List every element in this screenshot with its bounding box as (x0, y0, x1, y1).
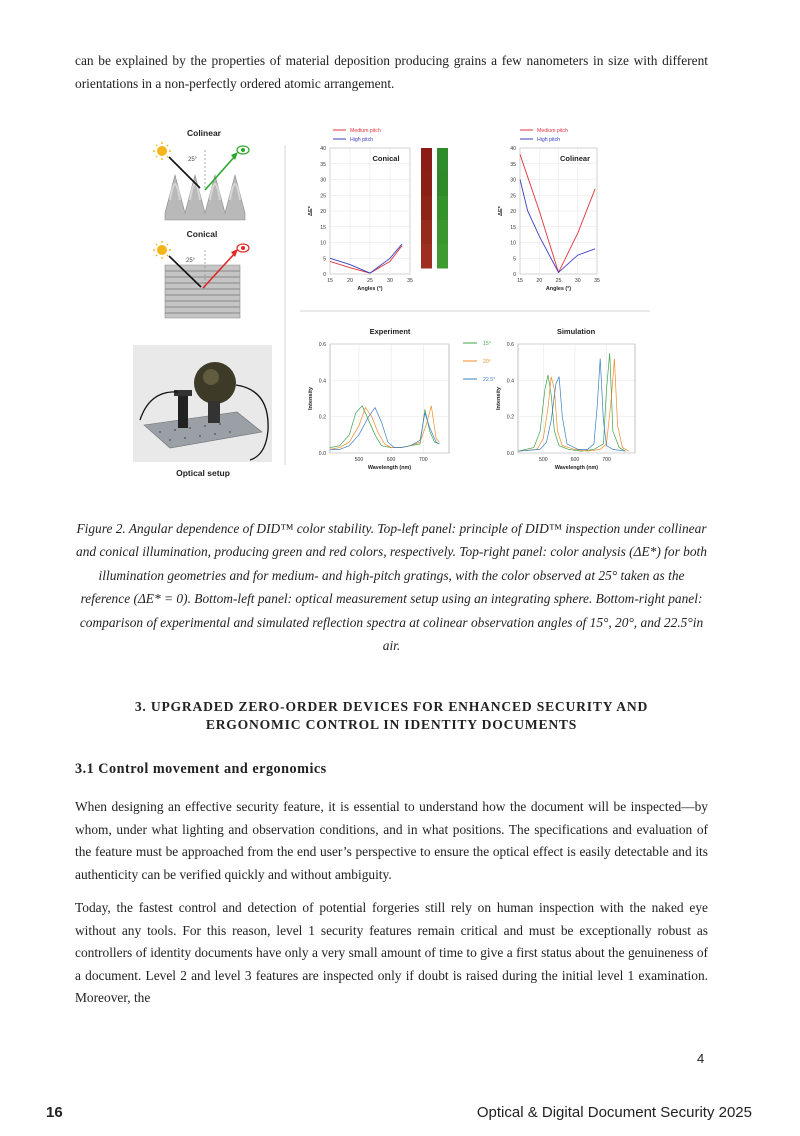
series-line (518, 353, 626, 451)
color-swatch-high (421, 172, 432, 197)
y-tick-label: 15 (320, 224, 326, 231)
legend-label: High pitch (537, 137, 561, 143)
x-tick-label: 600 (570, 457, 580, 463)
section-heading (75, 698, 708, 733)
y-tick-label: 0.0 (318, 451, 326, 457)
x-axis-label: Angles (°) (357, 286, 383, 292)
x-tick-label: 700 (602, 457, 611, 463)
sun-icon (153, 241, 171, 259)
x-tick-label: 30 (574, 278, 581, 284)
chart-colinear (498, 128, 600, 292)
x-tick-label: 25 (555, 278, 562, 284)
legend-label: 22.5° (483, 377, 496, 383)
y-tick-label: 5 (323, 256, 326, 263)
series-line (330, 244, 402, 273)
y-tick-label: 0.2 (318, 414, 326, 421)
series-line (330, 406, 439, 450)
color-swatch-medium (437, 196, 448, 221)
figure-caption: Figure 2. Angular dependence of DID™ color stability. Top-left panel: principle of DID™ inspection under collinear and conical illumination, producing green and red colors, respectively. Top-right panel: color analysis (ΔE*) for both illumination geometries and for medium- and high-pitch gratings, with the color observed at 25° taken as the reference (ΔE* = 0). Bottom-left panel: optical measurement setup using an integrating sphere. Bottom-right panel: comparison of experimental and simulated reflection spectra at colinear observation angles of 15°, 20°, and 22.5°in air. (76, 521, 707, 654)
y-tick-label: 40 (510, 146, 516, 152)
y-axis-label: ΔE* (498, 206, 504, 216)
y-tick-label: 40 (320, 146, 326, 152)
page-number: 4 (697, 1051, 705, 1066)
chart-title: Colinear (559, 154, 591, 163)
section-heading-line-2: ERGONOMIC CONTROL IN IDENTITY DOCUMENTS (205, 716, 578, 732)
x-axis-label: Wavelength (nm) (367, 465, 412, 471)
color-swatch-high (421, 148, 432, 173)
y-tick-label: 25 (320, 193, 326, 200)
y-tick-label: 0.2 (506, 414, 514, 421)
x-axis-label: Angles (°) (545, 286, 572, 292)
y-tick-label: 30 (510, 177, 516, 184)
x-axis-label: Wavelength (nm) (554, 465, 599, 471)
eye-icon (237, 146, 249, 154)
color-bars-conical (421, 148, 448, 269)
optical-setup-label: Optical setup (176, 468, 230, 478)
colinear-angle-label: 25° (188, 157, 198, 163)
y-axis-label: Intensity (308, 386, 314, 411)
y-tick-label: 5 (513, 256, 516, 263)
grating-surface-colinear (165, 175, 245, 220)
x-tick-label: 20 (347, 278, 353, 284)
chart-title: Experiment (369, 327, 411, 336)
y-tick-label: 0 (323, 272, 326, 278)
y-tick-label: 0.0 (506, 451, 514, 457)
y-tick-label: 30 (320, 177, 326, 184)
y-tick-label: 0.4 (318, 378, 326, 385)
color-swatch-high (421, 220, 432, 245)
subsection-heading: 3.1 Control movement and ergonomics (75, 761, 327, 777)
x-tick-label: 15 (327, 278, 333, 284)
y-tick-label: 0.6 (506, 342, 514, 348)
x-tick-label: 15 (517, 278, 523, 284)
series-line (330, 246, 402, 273)
paragraph-1: When designing an effective security feature, it is essential to understand how the document will be inspected—by whom, under what lighting and observation conditions, and in what positions. The specifications and evaluation of the feature must be approached from the end user’s perspective to ensure the optical effect is easily detectable and its authenticity can be verified quickly and without ambiguity. (75, 799, 708, 882)
y-tick-label: 20 (320, 209, 326, 215)
conical-label: Conical (186, 229, 218, 239)
grating-surface-conical (165, 265, 240, 318)
sun-icon (153, 142, 171, 160)
x-tick-label: 35 (407, 278, 413, 284)
series-line (330, 406, 439, 448)
series-line (518, 359, 626, 452)
footer-title: Optical & Digital Document Security 2025 (476, 1104, 752, 1121)
y-tick-label: 25 (510, 193, 516, 200)
x-tick-label: 500 (354, 457, 364, 463)
y-axis-label: Intensity (496, 386, 502, 411)
legend-label: Medium pitch (537, 128, 568, 134)
section-heading-line-1: 3. UPGRADED ZERO-ORDER DEVICES FOR ENHANCED SECURITY AND (134, 699, 649, 714)
y-tick-label: 35 (320, 161, 326, 168)
x-tick-label: 25 (367, 278, 373, 284)
x-tick-label: 20 (536, 278, 543, 284)
chart-conical (308, 128, 413, 292)
intro-paragraph: can be explained by the properties of material deposition producing grains a few nanometers in size with different orientations in a non-perfectly ordered atomic arrangement. (75, 53, 708, 91)
legend-label: 20° (483, 359, 491, 365)
x-tick-label: 35 (594, 278, 600, 284)
x-tick-label: 30 (387, 278, 393, 284)
color-swatch-medium (437, 244, 448, 269)
y-tick-label: 0.6 (318, 342, 326, 348)
color-swatch-medium (437, 172, 448, 197)
x-tick-label: 500 (538, 457, 548, 463)
figure-2 (0, 0, 800, 500)
x-tick-label: 700 (418, 457, 428, 463)
chart-experiment (308, 327, 495, 471)
series-line (520, 154, 595, 272)
plot-frame (518, 344, 635, 453)
y-tick-label: 10 (510, 240, 516, 247)
chart-title: Conical (372, 154, 400, 163)
color-swatch-high (421, 196, 432, 221)
reflected-ray-green (205, 155, 236, 190)
y-tick-label: 15 (510, 224, 516, 231)
eye-icon (237, 244, 249, 252)
colinear-label: Colinear (186, 128, 222, 138)
y-axis-label: ΔE* (308, 206, 314, 216)
paragraph-2: Today, the fastest control and detection of potential forgeries still rely on human inspection with the naked eye without any tools. For this reason, level 1 security features remain critical and must be exceptionally robust as controllers of identity documents have only a very small amount of time to give a first status about the genuineness of a document. Level 2 and level 3 features are inspected only if doubt is raised during the initial level 1 examination. Moreover, the (75, 900, 708, 1006)
chart-title: Simulation (556, 327, 596, 336)
chart-simulation (496, 327, 635, 471)
y-tick-label: 20 (510, 209, 516, 215)
color-swatch-medium (437, 148, 448, 173)
y-tick-label: 35 (510, 161, 516, 168)
color-swatch-medium (437, 220, 448, 245)
x-tick-label: 600 (386, 457, 396, 463)
y-tick-label: 0 (513, 272, 516, 278)
legend-label: Medium pitch (350, 128, 381, 134)
color-swatch-high (421, 244, 432, 269)
legend-label: 15° (483, 341, 491, 347)
y-tick-label: 10 (320, 240, 326, 247)
conical-angle-label: 25° (186, 258, 196, 264)
optical-setup-photo (133, 345, 272, 478)
principle-illustration (153, 128, 249, 318)
y-tick-label: 0.4 (506, 378, 514, 385)
legend-label: High pitch (350, 137, 374, 143)
footer-page-number: 16 (46, 1104, 63, 1121)
series-line (330, 408, 439, 450)
